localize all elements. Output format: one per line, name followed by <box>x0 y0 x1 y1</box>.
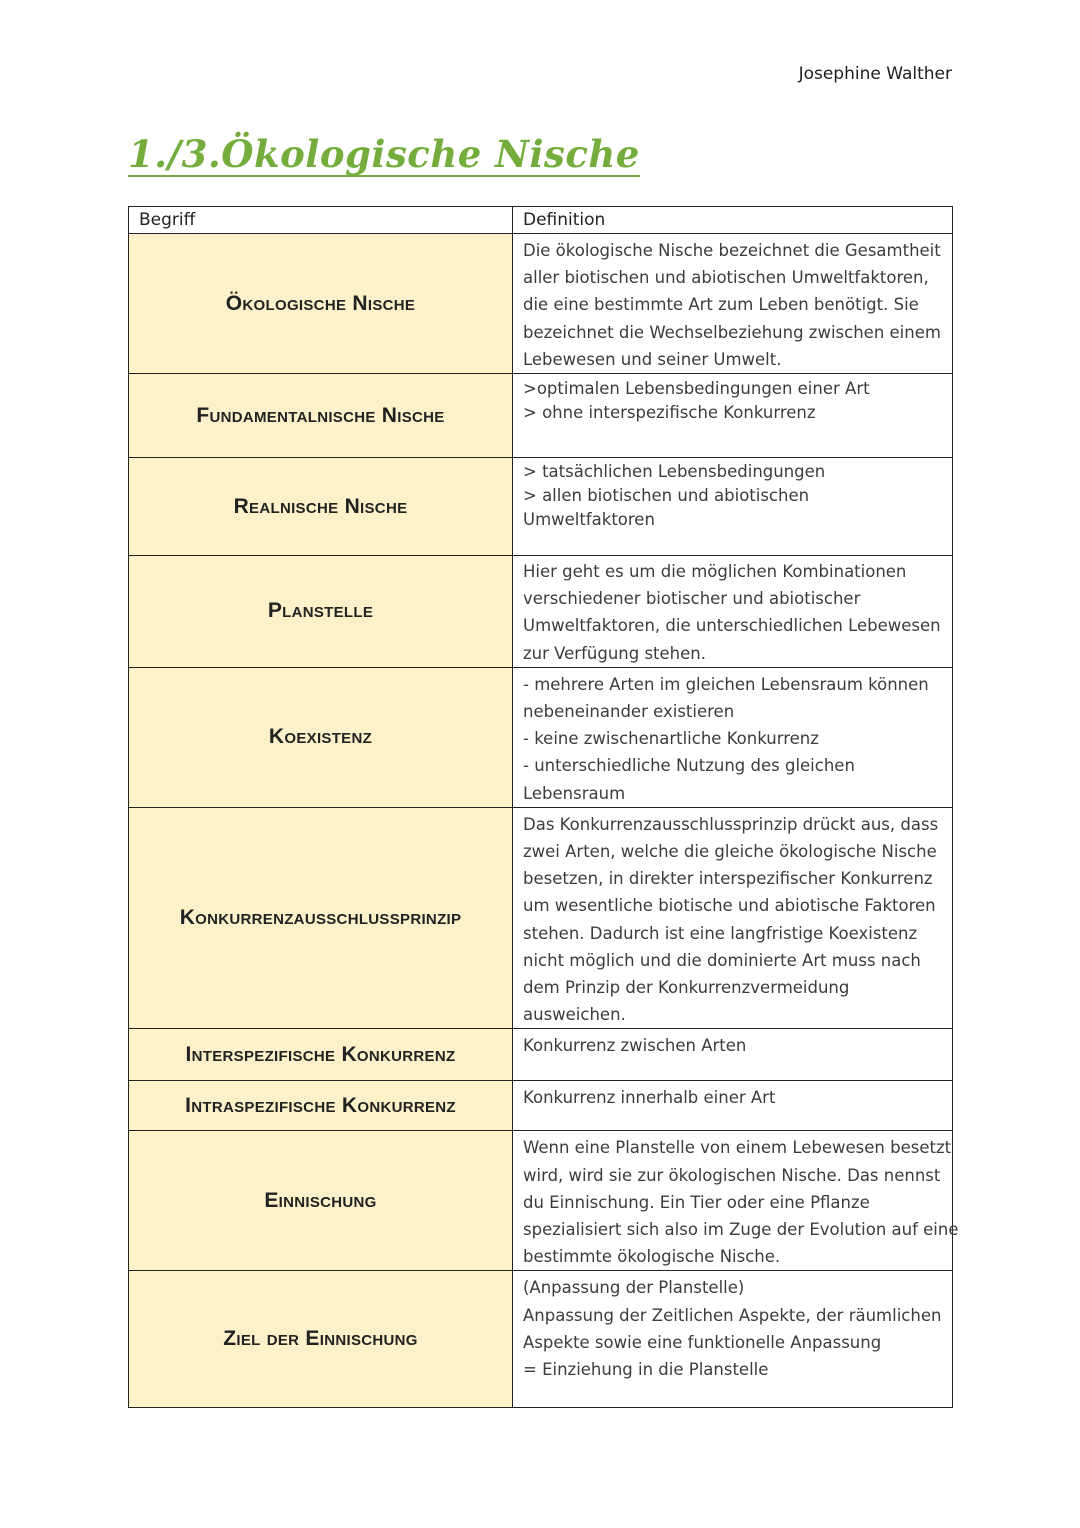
table-row <box>129 1081 953 1131</box>
term-label: Ökologische Nische <box>225 291 416 315</box>
page-title: 1./3.Ökologische Nische <box>128 132 640 176</box>
header-definition: Definition <box>513 207 953 234</box>
term-cell <box>129 1271 513 1408</box>
definition-cell <box>513 458 953 556</box>
term-cell <box>129 667 513 807</box>
definition-line: Lebewesen und seiner Umwelt. <box>523 349 782 369</box>
definition-line: - mehrere Arten im gleichen Lebensraum können <box>523 674 929 694</box>
definition-line: > tatsächlichen Lebensbedingungen <box>523 462 826 482</box>
term-cell <box>129 807 513 1029</box>
definition-line: = Einziehung in die Planstelle <box>523 1360 769 1380</box>
term-cell <box>129 458 513 556</box>
header-begriff: Begriff <box>129 207 513 234</box>
term-label: Koexistenz <box>268 725 373 749</box>
term-cell <box>129 556 513 668</box>
definition-line: spezialisiert sich also im Zuge der Evolution auf eine <box>523 1220 959 1240</box>
definition-line: Das Konkurrenzausschlussprinzip drückt aus, dass <box>523 814 939 834</box>
table-row <box>129 1029 953 1081</box>
definition-line: besetzen, in direkter interspezifischer Konkurrenz <box>523 869 933 889</box>
definition-cell <box>513 1131 959 1271</box>
term-label: Intraspezifische Konkurrenz <box>185 1093 456 1117</box>
definition-line: Umweltfaktoren, die unterschiedlichen Lebewesen <box>523 616 941 636</box>
table-row <box>129 458 953 556</box>
table-row <box>129 807 953 1029</box>
author-name: Josephine Walther <box>798 64 952 84</box>
term-cell <box>129 1131 513 1271</box>
table-header-row <box>129 207 953 234</box>
term-cell <box>129 1029 513 1081</box>
definition-cell <box>513 1271 953 1408</box>
definition-line: Hier geht es um die möglichen Kombinationen <box>523 562 907 582</box>
table-row <box>129 556 953 668</box>
definition-line: bezeichnet die Wechselbeziehung zwischen einem <box>523 322 941 342</box>
table-row <box>129 1131 953 1271</box>
definition-line: aller biotischen und abiotischen Umweltfaktoren, <box>523 268 929 288</box>
term-cell <box>129 1081 513 1131</box>
definition-line: Umweltfaktoren <box>523 510 655 530</box>
definition-cell <box>513 1081 953 1131</box>
definition-line: wird, wird sie zur ökologischen Nische. Das nennst <box>523 1165 941 1185</box>
table-row <box>129 1271 953 1408</box>
definition-cell <box>513 807 953 1029</box>
definition-line: stehen. Dadurch ist eine langfristige Koexistenz <box>523 923 918 943</box>
definition-line: du Einnischung. Ein Tier oder eine Pflanze <box>523 1192 870 1212</box>
definitions-table <box>128 206 959 1408</box>
definition-line: dem Prinzip der Konkurrenzvermeidung <box>523 978 850 998</box>
definition-line: - unterschiedliche Nutzung des gleichen <box>523 756 855 776</box>
definition-line: >optimalen Lebensbedingungen einer Art <box>523 379 870 399</box>
definition-line: - keine zwischenartliche Konkurrenz <box>523 729 819 749</box>
term-cell <box>129 374 513 458</box>
term-label: Fundamentalnische Nische <box>196 403 445 427</box>
term-label: Konkurrenzausschlussprinzip <box>179 906 462 930</box>
definition-line: (Anpassung der Planstelle) <box>523 1278 745 1298</box>
definition-line: Aspekte sowie eine funktionelle Anpassung <box>523 1332 882 1352</box>
term-label: Realnische Nische <box>233 494 408 518</box>
term-label: Ziel der Einnischung <box>223 1327 418 1351</box>
definition-line: verschiedener biotischer und abiotischer <box>523 589 861 609</box>
definition-cell <box>513 1029 953 1081</box>
term-label: Interspezifische Konkurrenz <box>185 1042 456 1066</box>
definition-line: Konkurrenz zwischen Arten <box>523 1036 747 1056</box>
definition-line: Wenn eine Planstelle von einem Lebewesen besetzt <box>523 1138 952 1158</box>
definition-line: > ohne interspezifische Konkurrenz <box>523 403 816 423</box>
definition-line: Lebensraum <box>523 783 626 803</box>
definition-line: ausweichen. <box>523 1005 626 1025</box>
definition-cell <box>513 234 953 374</box>
definition-line: Die ökologische Nische bezeichnet die Gesamtheit <box>523 241 941 260</box>
term-cell <box>129 234 513 374</box>
definition-cell <box>513 374 953 458</box>
definition-line: > allen biotischen und abiotischen <box>523 486 810 506</box>
definition-line: bestimmte ökologische Nische. <box>523 1247 781 1267</box>
definition-line: nicht möglich und die dominierte Art muss nach <box>523 950 921 970</box>
definition-line: um wesentliche biotische und abiotische Faktoren <box>523 896 936 916</box>
definition-line: Konkurrenz innerhalb einer Art <box>523 1088 776 1108</box>
definition-line: nebeneinander existieren <box>523 702 735 722</box>
definition-line: zwei Arten, welche die gleiche ökologische Nische <box>523 842 937 862</box>
definition-line: die eine bestimmte Art zum Leben benötigt. Sie <box>523 295 919 315</box>
table-row <box>129 374 953 458</box>
term-label: Planstelle <box>267 599 374 623</box>
definition-cell <box>513 667 953 807</box>
term-label: Einnischung <box>264 1188 377 1212</box>
definition-line: zur Verfügung stehen. <box>523 643 706 663</box>
definition-line: Anpassung der Zeitlichen Aspekte, der räumlichen <box>523 1305 942 1325</box>
definition-cell <box>513 556 953 668</box>
table-row <box>129 234 953 374</box>
table-row <box>129 667 953 807</box>
